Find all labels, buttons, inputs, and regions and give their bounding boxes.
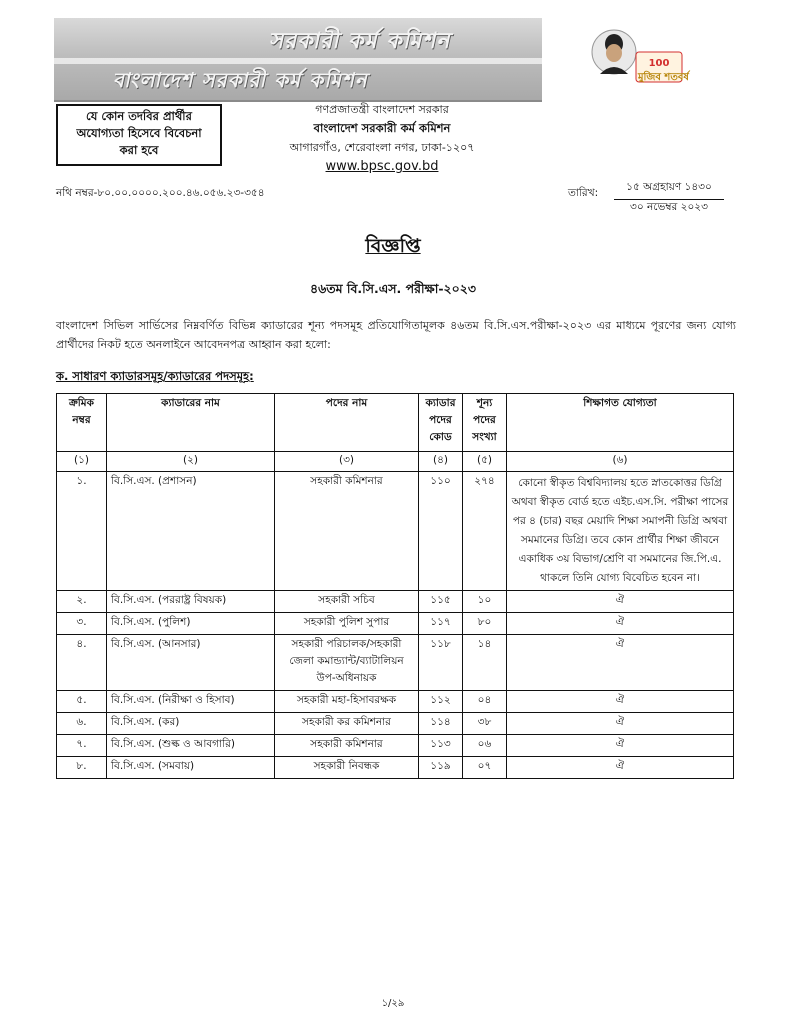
table-row xyxy=(57,735,734,757)
row-qualification: ঐ xyxy=(507,591,734,613)
table-row xyxy=(57,691,734,713)
row-vacancy: ১০ xyxy=(463,591,507,613)
row-cadre: বি.সি.এস. (শুল্ক ও আবগারি) xyxy=(107,735,275,757)
section-heading: ক. সাধারণ ক্যাডারসমূহ/ক্যাডারের পদসমূহ: xyxy=(56,369,254,383)
page-number: ১/২৯ xyxy=(381,998,405,1009)
cadre-table xyxy=(56,393,734,779)
notice-title: বিজ্ঞপ্তি xyxy=(365,235,421,257)
col-number: (৩) xyxy=(275,452,419,472)
notice-subtitle: ৪৬তম বি.সি.এস. পরীক্ষা-২০২৩ xyxy=(309,281,477,296)
org-name: বাংলাদেশ সরকারী কর্ম কমিশন xyxy=(313,121,451,135)
row-post: সহকারী কমিশনার xyxy=(275,735,419,757)
org-address: আগারগাঁও, শেরেবাংলা নগর, ঢাকা-১২০৭ xyxy=(289,141,475,154)
row-serial: ৫. xyxy=(57,691,107,713)
banner-text-bottom: বাংলাদেশ সরকারী কর্ম কমিশন xyxy=(111,68,373,92)
row-vacancy: ০৬ xyxy=(463,735,507,757)
table-row xyxy=(57,635,734,691)
row-qualification: ঐ xyxy=(507,757,734,779)
row-cadre: বি.সি.এস. (আনসার) xyxy=(107,635,275,691)
row-code: ১১৪ xyxy=(419,713,463,735)
row-post: সহকারী পুলিশ সুপার xyxy=(275,613,419,635)
row-code: ১১৭ xyxy=(419,613,463,635)
row-vacancy: ৩৮ xyxy=(463,713,507,735)
col-number: (৪) xyxy=(419,452,463,472)
memo-number: নথি নম্বর-৮০.০০.০০০০.২০০.৪৬.০৫৬.২৩-৩৫৪ xyxy=(56,187,265,199)
row-vacancy: ০৭ xyxy=(463,757,507,779)
row-cadre: বি.সি.এস. (পররাষ্ট্র বিষয়ক) xyxy=(107,591,275,613)
mujib-centenary-logo xyxy=(588,22,688,94)
row-cadre: বি.সি.এস. (নিরীক্ষা ও হিসাব) xyxy=(107,691,275,713)
row-vacancy: ৮০ xyxy=(463,613,507,635)
row-qualification: কোনো স্বীকৃত বিশ্ববিদ্যালয় হতে স্নাতকোত্তর ডিগ্রি অথবা স্বীকৃত বোর্ড হতে এইচ.এস.সি. পরীক্ষা পাসের পর ৪ (চার) বছর মেয়াদি শিক্ষা সমাপনী ডিগ্রি অথবা সমমানের ডিগ্রি। তবে কোন প্রার্থীর শিক্ষা জীবনে একাধিক ৩য় বিভাগ/শ্রেণি বা সমমানের জি.পি.এ. থাকলে তিনি যোগ্য বিবেচিত হবেন না। xyxy=(507,472,734,591)
warning-line-2: অযোগ্যতা হিসেবে বিবেচনা xyxy=(76,126,202,140)
header-qualification: শিক্ষাগত যোগ্যতা xyxy=(507,394,734,452)
row-serial: ২. xyxy=(57,591,107,613)
row-serial: ১. xyxy=(57,472,107,591)
col-number: (৫) xyxy=(463,452,507,472)
warning-line-1: যে কোন তদবির প্রার্থীর xyxy=(86,109,192,123)
govt-name: গণপ্রজাতন্ত্রী বাংলাদেশ সরকার xyxy=(315,103,449,116)
row-qualification: ঐ xyxy=(507,735,734,757)
header-code: ক্যাডার পদের কোড xyxy=(419,394,463,452)
row-serial: ৩. xyxy=(57,613,107,635)
row-post: সহকারী নিবন্ধক xyxy=(275,757,419,779)
row-code: ১১৩ xyxy=(419,735,463,757)
row-qualification: ঐ xyxy=(507,613,734,635)
table-row xyxy=(57,591,734,613)
intro-paragraph: বাংলাদেশ সিভিল সার্ভিসের নিম্নবর্ণিত বিভিন্ন ক্যাডারের শূন্য পদসমূহ প্রতিযোগিতামূলক ৪৬তম বি.সি.এস.পরীক্ষা-২০২৩ এর মাধ্যমে পূরণের জন্য যোগ্য প্রার্থীদের নিকট হতে অনলাইনে আবেদনপত্র আহ্বান করা হলো: xyxy=(56,319,736,351)
row-serial: ৪. xyxy=(57,635,107,691)
row-code: ১১৫ xyxy=(419,591,463,613)
row-post: সহকারী কর কমিশনার xyxy=(275,713,419,735)
row-vacancy: ১৪ xyxy=(463,635,507,691)
row-qualification: ঐ xyxy=(507,691,734,713)
row-serial: ৭. xyxy=(57,735,107,757)
row-qualification: ঐ xyxy=(507,635,734,691)
header-post: পদের নাম xyxy=(275,394,419,452)
row-cadre: বি.সি.এস. (পুলিশ) xyxy=(107,613,275,635)
table-row xyxy=(57,713,734,735)
emblem-text: মুজিব শতবর্ষ xyxy=(638,72,689,83)
date-bangla: ১৫ অগ্রহায়ণ ১৪৩০ xyxy=(614,180,724,200)
svg-text:100: 100 xyxy=(648,58,670,69)
row-post: সহকারী সচিব xyxy=(275,591,419,613)
date-english: ৩০ নভেম্বর ২০২৩ xyxy=(630,201,708,213)
row-code: ১১০ xyxy=(419,472,463,591)
row-vacancy: ২৭৪ xyxy=(463,472,507,591)
column-number-row xyxy=(57,452,734,472)
row-qualification: ঐ xyxy=(507,713,734,735)
row-code: ১১৯ xyxy=(419,757,463,779)
banner-text-top: সরকারী কর্ম কমিশন xyxy=(267,29,455,54)
row-post: সহকারী পরিচালক/সহকারী জেলা কমান্ড্যান্ট/ব্যাটালিয়ন উপ-অধিনায়ক xyxy=(275,635,419,691)
header-vacancy: শূন্য পদের সংখ্যা xyxy=(463,394,507,452)
col-number: (৬) xyxy=(507,452,734,472)
col-number: (১) xyxy=(57,452,107,472)
col-number: (২) xyxy=(107,452,275,472)
row-serial: ৮. xyxy=(57,757,107,779)
header-serial: ক্রমিক নম্বর xyxy=(57,394,107,452)
row-code: ১১২ xyxy=(419,691,463,713)
table-row xyxy=(57,472,734,591)
table-row xyxy=(57,757,734,779)
row-post: সহকারী কমিশনার xyxy=(275,472,419,591)
row-code: ১১৮ xyxy=(419,635,463,691)
row-cadre: বি.সি.এস. (কর) xyxy=(107,713,275,735)
row-post: সহকারী মহা-হিসাবরক্ষক xyxy=(275,691,419,713)
letterhead xyxy=(262,100,502,176)
row-serial: ৬. xyxy=(57,713,107,735)
row-cadre: বি.সি.এস. (সমবায়) xyxy=(107,757,275,779)
table-row xyxy=(57,613,734,635)
header-banner-image xyxy=(54,18,542,102)
warning-line-3: করা হবে xyxy=(119,143,159,157)
website-link[interactable]: www.bpsc.gov.bd xyxy=(325,159,439,174)
row-cadre: বি.সি.এস. (প্রশাসন) xyxy=(107,472,275,591)
warning-box xyxy=(56,104,222,166)
row-vacancy: ০৪ xyxy=(463,691,507,713)
date-label: তারিখ: xyxy=(568,187,599,199)
header-cadre: ক্যাডারের নাম xyxy=(107,394,275,452)
